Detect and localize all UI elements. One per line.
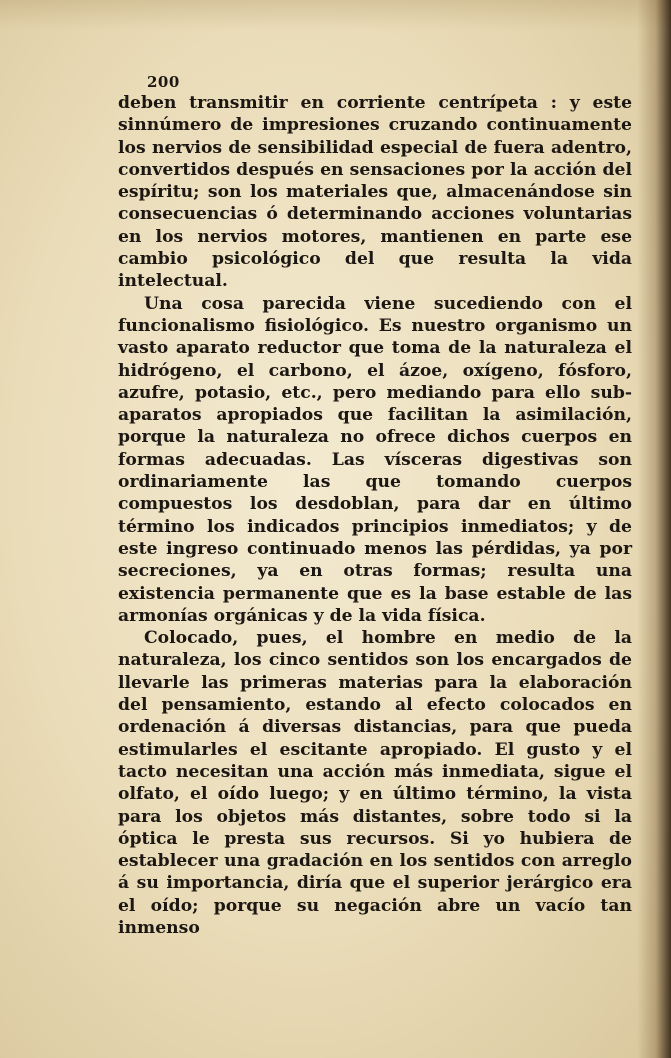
paragraph-1: deben transmitir en corriente centrípeta : y este sinnúmero de impresiones cruzando continuamente los nervios de sensibilidad especial de fuera adentro, convertidos después en sensaciones por la acción del espíritu; son los materiales que, almacenándose sin consecuencias ó determinando acciones voluntarias en los nervios motores, mantienen en parte ese cambio psicológico del que resulta la vida intelectual. [118,93,632,292]
paragraph-2: Una cosa parecida viene sucediendo con el funcionalismo fisiológico. Es nuestro organismo un vasto aparato reductor que toma de la naturaleza el hidrógeno, el carbono, el ázoe, oxígeno, fósforo, azufre, potasio, etc., pero mediando para ello sub-aparatos apropiados que facilitan la asimilación, porque la naturaleza no ofrece dichos cuerpos en formas adecuadas. Las vísceras digestivas son ordinariamente las que tomando cuerpos compuestos los desdoblan, para dar en último término los indicados principios inmediatos; y de este ingreso continuado menos las pérdidas, ya por secreciones, ya en otras formas; resulta una existencia permanente que es la base estable de las armonías orgánicas y de la vida física. [118,293,632,626]
page-body [118,92,632,939]
book-spine-shadow [637,0,671,1058]
paragraph-3: Colocado, pues, el hombre en medio de la naturaleza, los cinco sentidos son los encargados de llevarle las primeras materias para la elaboración del pensamiento, estando al efecto colocados en ordenación á diversas distancias, para que pueda estimularles el escitante apropiado. El gusto y el tacto necesitan una acción más inmediata, sigue el olfato, el oído luego; y en último término, la vista para los objetos más distantes, sobre todo si la óptica le presta sus recursos. Si yo hubiera de establecer una gradación en los sentidos con arreglo á su importancia, diría que el superior jerárgico era el oído; porque su negación abre un vacío tan inmenso [118,628,632,938]
page-top-shade [0,0,671,30]
page-number: 200 [147,73,180,91]
